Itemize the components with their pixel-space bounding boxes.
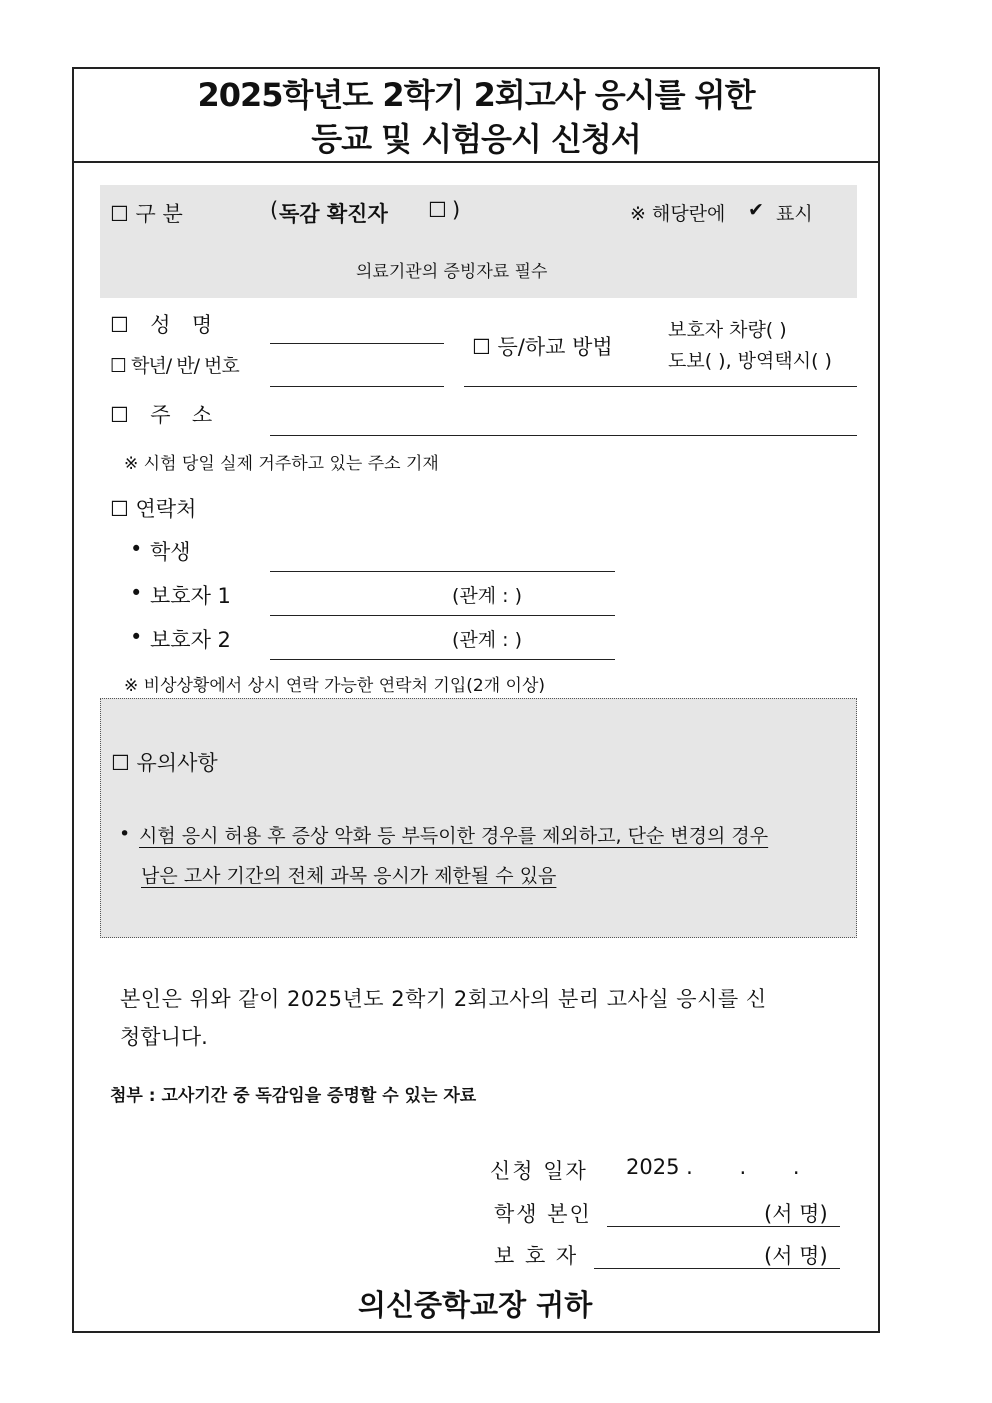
commute-option-walk-taxi[interactable]: 도보( ), 방역택시( ) <box>668 350 832 372</box>
address-label: ☐ 주 소 <box>110 403 220 427</box>
evidence-note: 의료기관의 증빙자료 필수 <box>356 262 548 282</box>
guardian-sign-mark: (서 명) <box>764 1244 828 1268</box>
bullet-icon: • <box>130 581 143 605</box>
bullet-icon: • <box>130 625 143 649</box>
guardian2-relation: (관계 : ) <box>452 629 523 651</box>
guardian1-relation: (관계 : ) <box>452 585 523 607</box>
category-label: ☐ 구 분 <box>110 202 183 226</box>
contact-guardian1-label: 보호자 1 <box>150 584 231 608</box>
check-note-tail: 표시 <box>776 203 813 225</box>
date-value[interactable]: 2025 . . . <box>626 1155 800 1179</box>
address-note: ※ 시험 당일 실제 거주하고 있는 주소 기재 <box>124 454 439 474</box>
recipient: 의신중학교장 귀하 <box>358 1288 593 1322</box>
grade-field[interactable] <box>270 386 444 387</box>
check-mark-icon: ✔ <box>748 199 764 221</box>
contact-note: ※ 비상상황에서 상시 연락 가능한 연락처 기입(2개 이상) <box>124 676 546 696</box>
student-sign-mark: (서 명) <box>764 1202 828 1226</box>
bullet-icon: • <box>119 823 131 845</box>
statement-line-1: 본인은 위와 같이 2025년도 2학기 2회고사의 분리 고사실 응시를 신 <box>120 987 767 1011</box>
date-label: 신청 일자 <box>490 1159 588 1183</box>
name-field[interactable] <box>270 343 444 344</box>
title-line-1: 2025학년도 2학기 2회고사 응시를 위한 <box>197 76 755 114</box>
notice-line-2: 남은 고사 기간의 전체 과목 응시가 제한될 수 있음 <box>141 865 557 887</box>
notice-label: ☐ 유의사항 <box>111 751 218 775</box>
application-form <box>72 67 880 1333</box>
confirmed-close-paren: ) <box>452 198 461 222</box>
commute-label: ☐ 등/하교 방법 <box>472 335 613 359</box>
statement-line-2: 청합니다. <box>120 1025 208 1049</box>
name-label: ☐ 성 명 <box>110 313 220 337</box>
commute-option-car[interactable]: 보호자 차량( ) <box>668 319 787 341</box>
address-field[interactable] <box>270 435 857 436</box>
contact-guardian2-label: 보호자 2 <box>150 628 231 652</box>
title-line-2: 등교 및 시험응시 신청서 <box>311 120 641 158</box>
check-note: ※ 해당란에 <box>630 203 726 225</box>
guardian-sign-label: 보 호 자 <box>494 1244 579 1268</box>
student-sign-label: 학생 본인 <box>494 1202 592 1226</box>
contact-student-label: 학생 <box>150 540 191 564</box>
notice-line-1: 시험 응시 허용 후 증상 악화 등 부득이한 경우를 제외하고, 단순 변경의 경우 <box>139 825 769 847</box>
grade-label: ☐ 학년/ 반/ 번호 <box>110 355 239 377</box>
notice-section <box>100 698 857 938</box>
contact-guardian1-field[interactable] <box>270 615 615 616</box>
confirmed-open-paren: ( <box>270 198 279 222</box>
bullet-icon: • <box>130 537 143 561</box>
title-box <box>74 69 878 163</box>
contact-guardian2-field[interactable] <box>270 659 615 660</box>
attachment-note: 첨부 : 고사기간 중 독감임을 증명할 수 있는 자료 <box>110 1086 477 1106</box>
category-section <box>100 185 857 298</box>
commute-underline <box>464 386 857 387</box>
confirmed-checkbox[interactable]: ☐ <box>428 198 447 222</box>
contact-student-field[interactable] <box>270 571 615 572</box>
contact-label: ☐ 연락처 <box>110 497 197 521</box>
confirmed-label: 독감 확진자 <box>279 202 388 226</box>
